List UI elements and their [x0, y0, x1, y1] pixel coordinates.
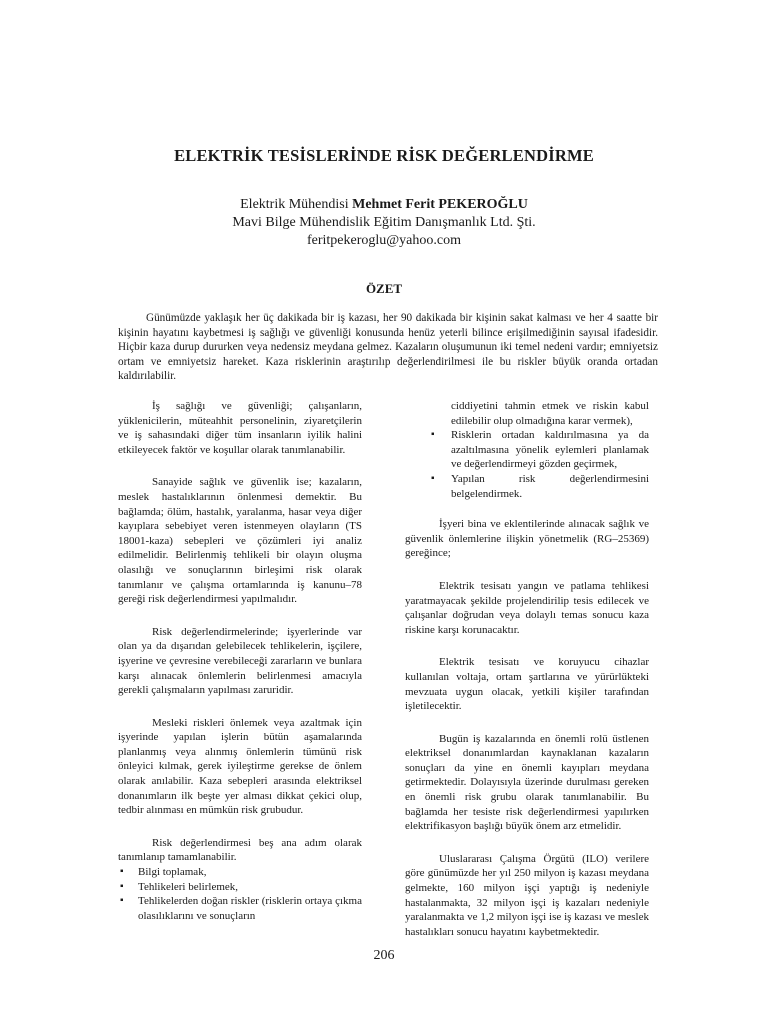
- list-item-text: Bilgi toplamak,: [138, 866, 207, 879]
- list-item-text: Risklerin ortadan kaldırılmasına ya da azaltılmasına yönelik eylemleri planlamak ve değerlendirmeyi gözden geçirmek,: [451, 429, 649, 471]
- right-paragraph-4: Bugün iş kazalarında en önemli rolü üstlenen elektriksel donanımlardan kaynaklanan kazaların sonuçları da yine en önemli kayıpları meydana getirmektedir. Dolayısıyla üzerinde durulması gereken en önemli risk grubu olarak tanımlanabilir. Bu bağlamda her tesiste risk değerlendirmesi yapılırken elektrifikasyon başlığı büyük önem arz etmelidir.: [405, 732, 649, 833]
- risk-steps-list: [118, 865, 362, 923]
- bullet-icon: ▪: [431, 429, 435, 441]
- bullet-icon: ▪: [120, 895, 124, 907]
- right-paragraph-2: Elektrik tesisatı yangın ve patlama tehlikesi yaratmayacak şekilde projelendirilip tesis edilecek ve çalışanlar doğrudan veya dolaylı temas sonucu kaza riskine karşı korunacaktır.: [405, 579, 649, 636]
- list-item: [405, 472, 649, 501]
- right-paragraph-5: Uluslararası Çalışma Örgütü (ILO) verilere göre günümüzde her yıl 250 milyon iş kazası meydana gelmekte, 160 milyon işçi yaptığı iş nedeniyle hastalanmakta, 32 milyon işçi iş kazaları nedeniyle yaralanmakta ve 1,2 milyon işçi ise iş kazası ve meslek hastalıkları sonucu hayatını kaybetmektedir.: [405, 852, 649, 938]
- paper-title: ELEKTRİK TESİSLERİNDE RİSK DEĞERLENDİRME: [174, 146, 594, 165]
- abstract-section: [118, 311, 658, 384]
- left-column: [118, 399, 362, 923]
- page-number: 206: [373, 948, 395, 963]
- author-block: [0, 196, 768, 250]
- list-item-text: Yapılan risk değerlendirmesini belgelendirmek.: [451, 472, 649, 500]
- bullet-icon: ▪: [431, 472, 435, 484]
- right-paragraph-1: İşyeri bina ve eklentilerinde alınacak sağlık ve güvenlik önlemlerine ilişkin yönetmelik (RG–25369) gereğince;: [405, 518, 649, 560]
- author-email: feritpekeroglu@yahoo.com: [306, 233, 461, 248]
- left-paragraph-5: Risk değerlendirmesi beş ana adım olarak tanımlanıp tamamlanabilir.: [118, 836, 362, 864]
- list-continuation: ciddiyetini tahmin etmek ve riskin kabul edilebilir olup olmadığına karar vermek),: [451, 400, 649, 427]
- author-role: Elektrik Mühendisi: [240, 197, 349, 212]
- abstract-heading: ÖZET: [365, 281, 403, 296]
- right-paragraph-3: Elektrik tesisatı ve koruyucu cihazlar kullanılan voltaja, ortam şartlarına ve yürürlükteki mevzuata uygun olacak, yetkili kişiler tarafından işletilecektir.: [405, 656, 649, 713]
- list-item: [118, 894, 362, 923]
- list-item-text: Tehlikeleri belirlemek,: [138, 880, 239, 893]
- left-paragraph-3: Risk değerlendirmelerinde; işyerlerinde var olan ya da dışarıdan gelebilecek tehlikelerin, işçilere, işyerine ve çevresine verebileceği zararların ve bunlara karşı alınacak önlemlerin belirlenmesi amacıyla gerekli çalışmaların yapılması zaruridir.: [118, 625, 362, 697]
- risk-steps-list-continued: [405, 428, 649, 501]
- bullet-icon: ▪: [120, 866, 124, 878]
- list-item: [118, 865, 362, 880]
- abstract-text: Günümüzde yaklaşık her üç dakikada bir iş kazası, her 90 dakikada bir kişinin sakat kalması ve her 4 saatte bir kişinin hayatını kaybetmesi iş sağlığı ve güvenliği konusunda henüz yeterli bilince erişilmediğinin sayısal ifadesidir. Hiçbir kaza durup dururken veya nedensiz meydana gelmez. Kazaların oluşumunun iki temel nedeni vardır; emniyetsiz ortam ve emniyetsiz hareket. Kaza risklerinin araştırılıp değerlendirilmesi ile bu riskler büyük oranda ortadan kaldırılabilir.: [118, 312, 658, 383]
- left-paragraph-2: Sanayide sağlık ve güvenlik ise; kazaların, meslek hastalıklarının önlenmesi demektir. Bu bağlamda; ölüm, hastalık, yaralanma, hasar veya diğer kayıplara sebebiyet veren istenmeyen olayların (TS 18001-kaza) sebepleri ve çözümleri iyi analiz edilmelidir. Belirlenmiş tehlikeli bir olayın oluşma olasılığı ve sonuçlarının birleşimi risk olarak tanımlanır ve çalışma ortamlarında iş kanunu–78 gereği risk değerlendirmesi yapılmalıdır.: [118, 476, 362, 606]
- author-affiliation: Mavi Bilge Mühendislik Eğitim Danışmanlık Ltd. Şti.: [232, 215, 536, 230]
- bullet-icon: ▪: [120, 880, 124, 892]
- left-paragraph-4: Mesleki riskleri önlemek veya azaltmak için işyerinde yapılan işlerin bütün aşamalarında planlanmış veya alınmış önlemlerin tümünü risk önleyici kılmak, gerek iyileştirme gerekse de önlem olarak anılabilir. Kaza sebepleri arasında elektriksel donanımların ilk beşte yer alması dikkat çekici olup, tedbir alınması en mümkün risk grubudur.: [118, 716, 362, 817]
- list-item: [118, 880, 362, 895]
- right-column: [405, 399, 649, 939]
- author-line: [0, 196, 768, 214]
- list-item-text: Tehlikelerden doğan riskler (risklerin ortaya çıkma olasılıklarını ve sonuçların: [138, 895, 362, 922]
- left-paragraph-1: İş sağlığı ve güvenliği; çalışanların, yüklenicilerin, müteahhit personelinin, ziyaretçilerin ve iş sahasındaki diğer tüm insanların iyilik halini etkileyecek faktör ve koşullar olarak tanımlanabilir.: [118, 400, 362, 456]
- author-name: Mehmet Ferit PEKEROĞLU: [352, 197, 528, 212]
- list-item: [405, 428, 649, 472]
